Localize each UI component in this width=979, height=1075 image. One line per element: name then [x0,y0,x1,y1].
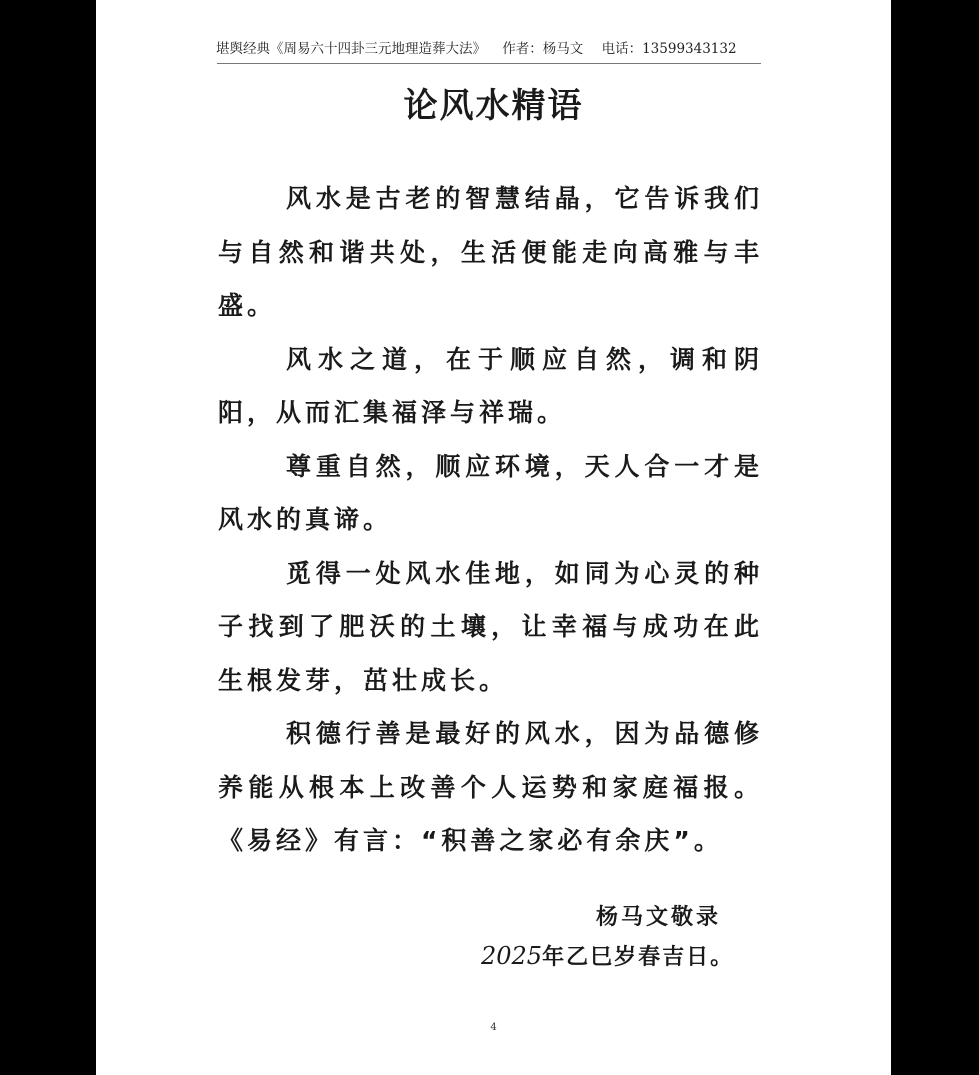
page-title: 论风水精语 [403,86,584,126]
signature: 杨马文敬录 [596,905,722,930]
running-header [216,37,776,57]
date-year: 2025 [481,942,543,970]
paragraph-1: 风水是古老的智慧结晶，它告诉我们与自然和谐共处，生活便能走向高雅与丰盛。 [218,184,763,320]
body-text [218,172,763,868]
paragraph-5: 积德行善是最好的风水，因为品德修养能从根本上改善个人运势和家庭福报。《易经》有言：“积善之家必有余庆”。 [218,719,763,855]
paragraph-4: 觅得一处风水佳地，如同为心灵的种子找到了肥沃的土壤，让幸福与成功在此生根发芽，茁壮成长。 [218,558,763,695]
document-page [96,0,891,1075]
date-rest: 年乙巳岁春吉日。 [542,945,735,970]
paragraph-3: 尊重自然，顺应环境，天人合一才是风水的真谛。 [218,451,763,534]
header-book-title: 堪舆经典《周易六十四卦三元地理造葬大法》 [216,41,486,57]
page-number: 4 [490,1022,497,1033]
header-author: 作者：杨马文 [502,41,584,57]
date-line [481,940,734,971]
header-divider [217,63,761,64]
header-phone: 电话：13599343132 [601,41,737,57]
paragraph-2: 风水之道，在于顺应自然，调和阴阳，从而汇集福泽与祥瑞。 [218,344,763,427]
